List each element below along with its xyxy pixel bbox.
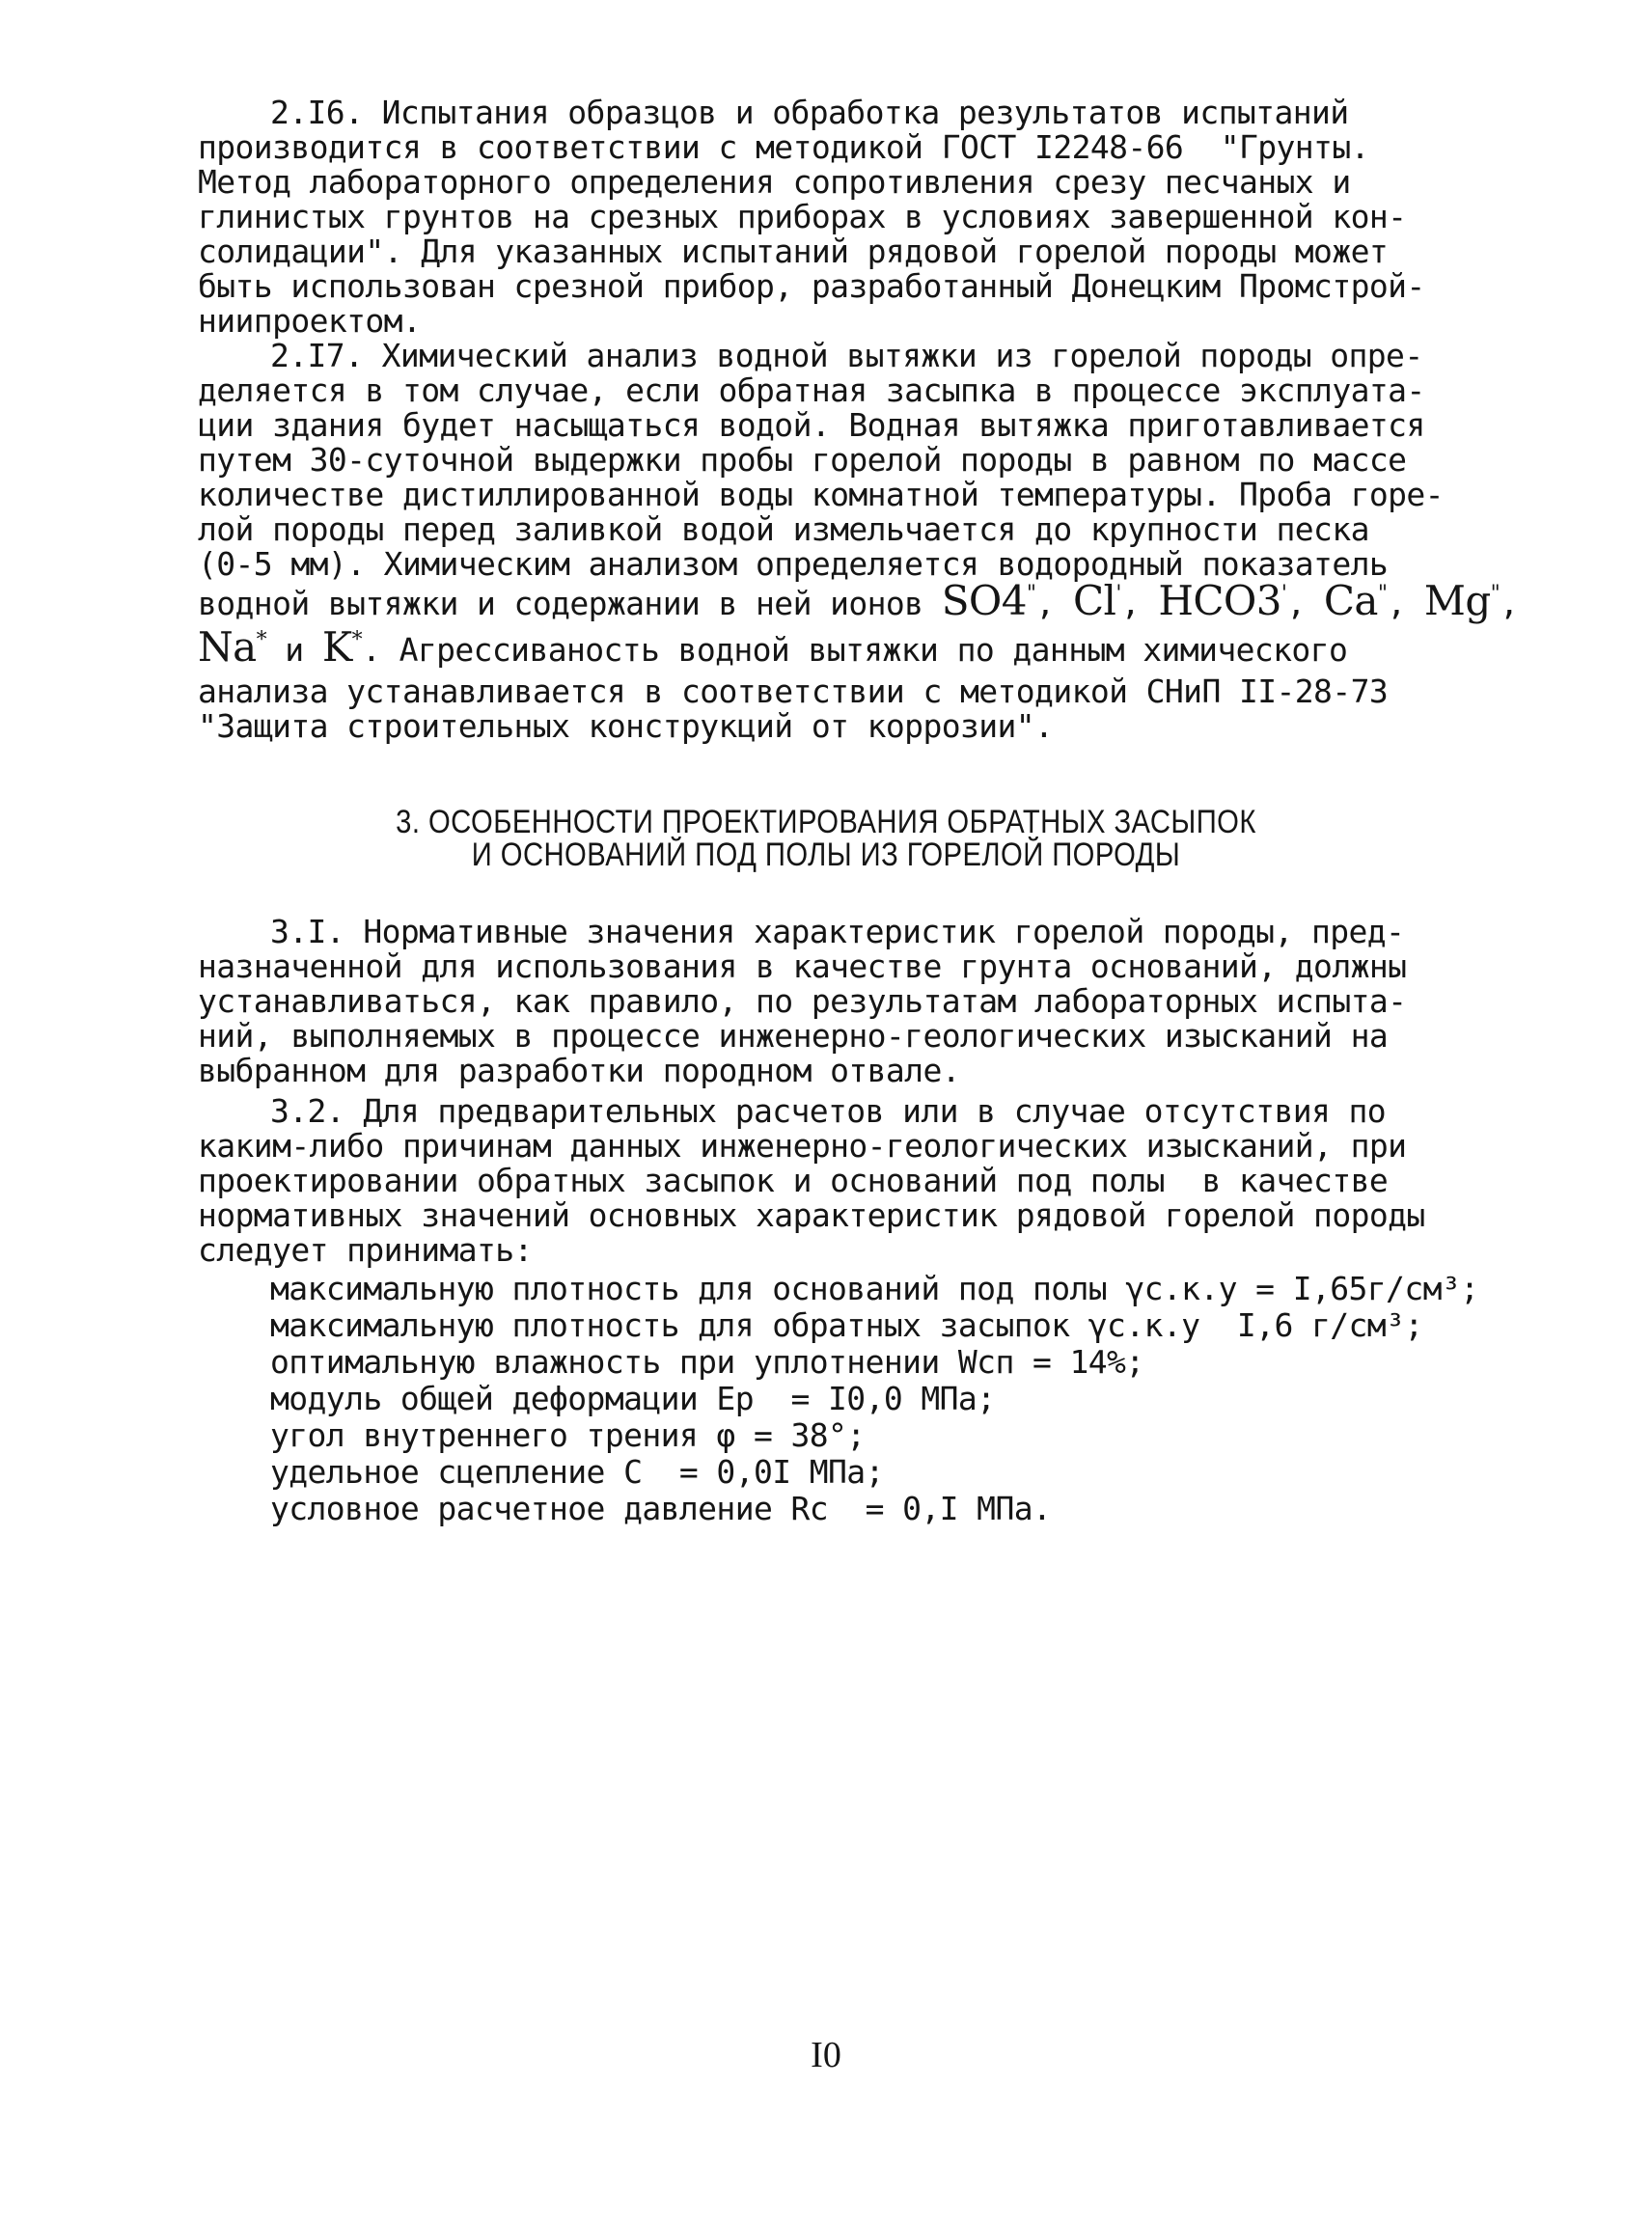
p32-line-3: проектировании обратных засыпок и оснований под полы в качестве xyxy=(198,1162,1389,1199)
p31-line-3: устанавливаться, как правило, по результатам лабораторных испыта- xyxy=(198,982,1407,1020)
ions-line-2 xyxy=(198,623,1348,671)
section-3-heading-2: И ОСНОВАНИЙ ПОД ПОЛЫ ИЗ ГОРЕЛОЙ ПОРОДЫ xyxy=(471,837,1181,873)
p31-line-5: выбранном для разработки породном отвале. xyxy=(198,1052,960,1089)
p217-rest-first: . Агрессиваность водной вытяжки по данным химического xyxy=(362,631,1348,669)
and-word: и xyxy=(285,631,304,669)
p216-line-6: быть использован срезной прибор, разработанный Донецким Промстрой- xyxy=(198,267,1425,305)
p217-rest-2: "Защита строительных конструкций от коррозии". xyxy=(198,707,1054,745)
param-friction-angle: угол внутреннего трения φ = 38°; xyxy=(270,1416,866,1454)
param-optimal-moisture: оптимальную влажность при уплотнении Wсп = 14%; xyxy=(270,1343,1144,1381)
ion-hco3: HCO3' xyxy=(1158,577,1287,624)
section-3-heading-1: 3. ОСОБЕННОСТИ ПРОЕКТИРОВАНИЯ ОБРАТНЫХ ЗАСЫПОК xyxy=(396,804,1256,840)
page-number: I0 xyxy=(811,2035,841,2075)
p216-line-5: солидации". Для указанных испытаний рядовой горелой породы может xyxy=(198,233,1389,270)
p217-line-4: путем 30-суточной выдержки пробы горелой породы в равном по массе xyxy=(198,441,1407,479)
ion-ca: Ca" xyxy=(1323,577,1388,624)
p217-line-6: лой породы перед заливкой водой измельчается до крупности песка xyxy=(198,510,1369,548)
p216-line-2: производится в соответствии с методикой ГОСТ I2248-66 "Грунты. xyxy=(198,128,1369,166)
p32-line-1: 3.2. Для предварительных расчетов или в случае отсутствия по xyxy=(270,1092,1387,1130)
p31-line-4: ний, выполняемых в процессе инженерно-геологических изысканий на xyxy=(198,1017,1389,1055)
param-design-pressure: условное расчетное давление Rс = 0,I МПа. xyxy=(270,1490,1052,1527)
ion-so4: SO4" xyxy=(941,577,1036,624)
p216-line-4: глинистых грунтов на срезных приборах в условиях завершенной кон- xyxy=(198,198,1407,235)
ion-mg: Mg" xyxy=(1423,577,1501,624)
p217-line-3: ции здания будет насыщаться водой. Водная вытяжка приготавливается xyxy=(198,406,1425,444)
p32-line-2: каким-либо причинам данных инженерно-геологических изысканий, при xyxy=(198,1127,1407,1165)
p217-line-2: деляется в том случае, если обратная засыпка в процессе эксплуата- xyxy=(198,371,1425,409)
p217-rest-1: анализа устанавливается в соответствии с методикой СНиП II-28-73 xyxy=(198,672,1389,710)
param-cohesion: удельное сцепление C = 0,0I МПа; xyxy=(270,1453,884,1491)
ions-line: водной вытяжки и содержании в ней ионов SO4", Cl', HCO3', Ca", Mg", xyxy=(198,577,1519,624)
ion-k: K* xyxy=(321,623,363,671)
p32-line-4: нормативных значений основных характеристик рядовой горелой породы xyxy=(198,1196,1425,1234)
p31-line-2: назначенной для использования в качестве грунта оснований, должны xyxy=(198,947,1407,985)
p216-line-3: Метод лабораторного определения сопротивления срезу песчаных и xyxy=(198,163,1351,201)
p32-line-5: следует принимать: xyxy=(198,1231,533,1269)
p216-line-1: 2.I6. Испытания образцов и обработка результатов испытаний xyxy=(270,94,1349,131)
ions-line-text: водной вытяжки и содержании в ней ионов xyxy=(198,585,923,622)
p31-line-1: 3.I. Нормативные значения характеристик горелой породы, пред- xyxy=(270,913,1405,950)
ion-cl: Cl' xyxy=(1072,577,1121,624)
p217-line-7: (0-5 мм). Химическим анализом определяется водородный показатель xyxy=(198,545,1389,583)
param-max-density-floors: максимальную плотность для оснований под полы γс.к.у = I,65г/см³; xyxy=(270,1270,1479,1307)
param-deformation-modulus: модуль общей деформации Eр = I0,0 МПа; xyxy=(270,1380,996,1417)
p216-line-7: ниипроектом. xyxy=(198,302,422,340)
ion-na: Na* xyxy=(198,623,266,671)
param-max-density-backfill: максимальную плотность для обратных засыпок γс.к.у I,6 г/см³; xyxy=(270,1306,1423,1344)
p217-line-5: количестве дистиллированной воды комнатной температуры. Проба горе- xyxy=(198,476,1444,513)
p217-line-1: 2.I7. Химический анализ водной вытяжки из горелой породы опре- xyxy=(270,337,1423,374)
